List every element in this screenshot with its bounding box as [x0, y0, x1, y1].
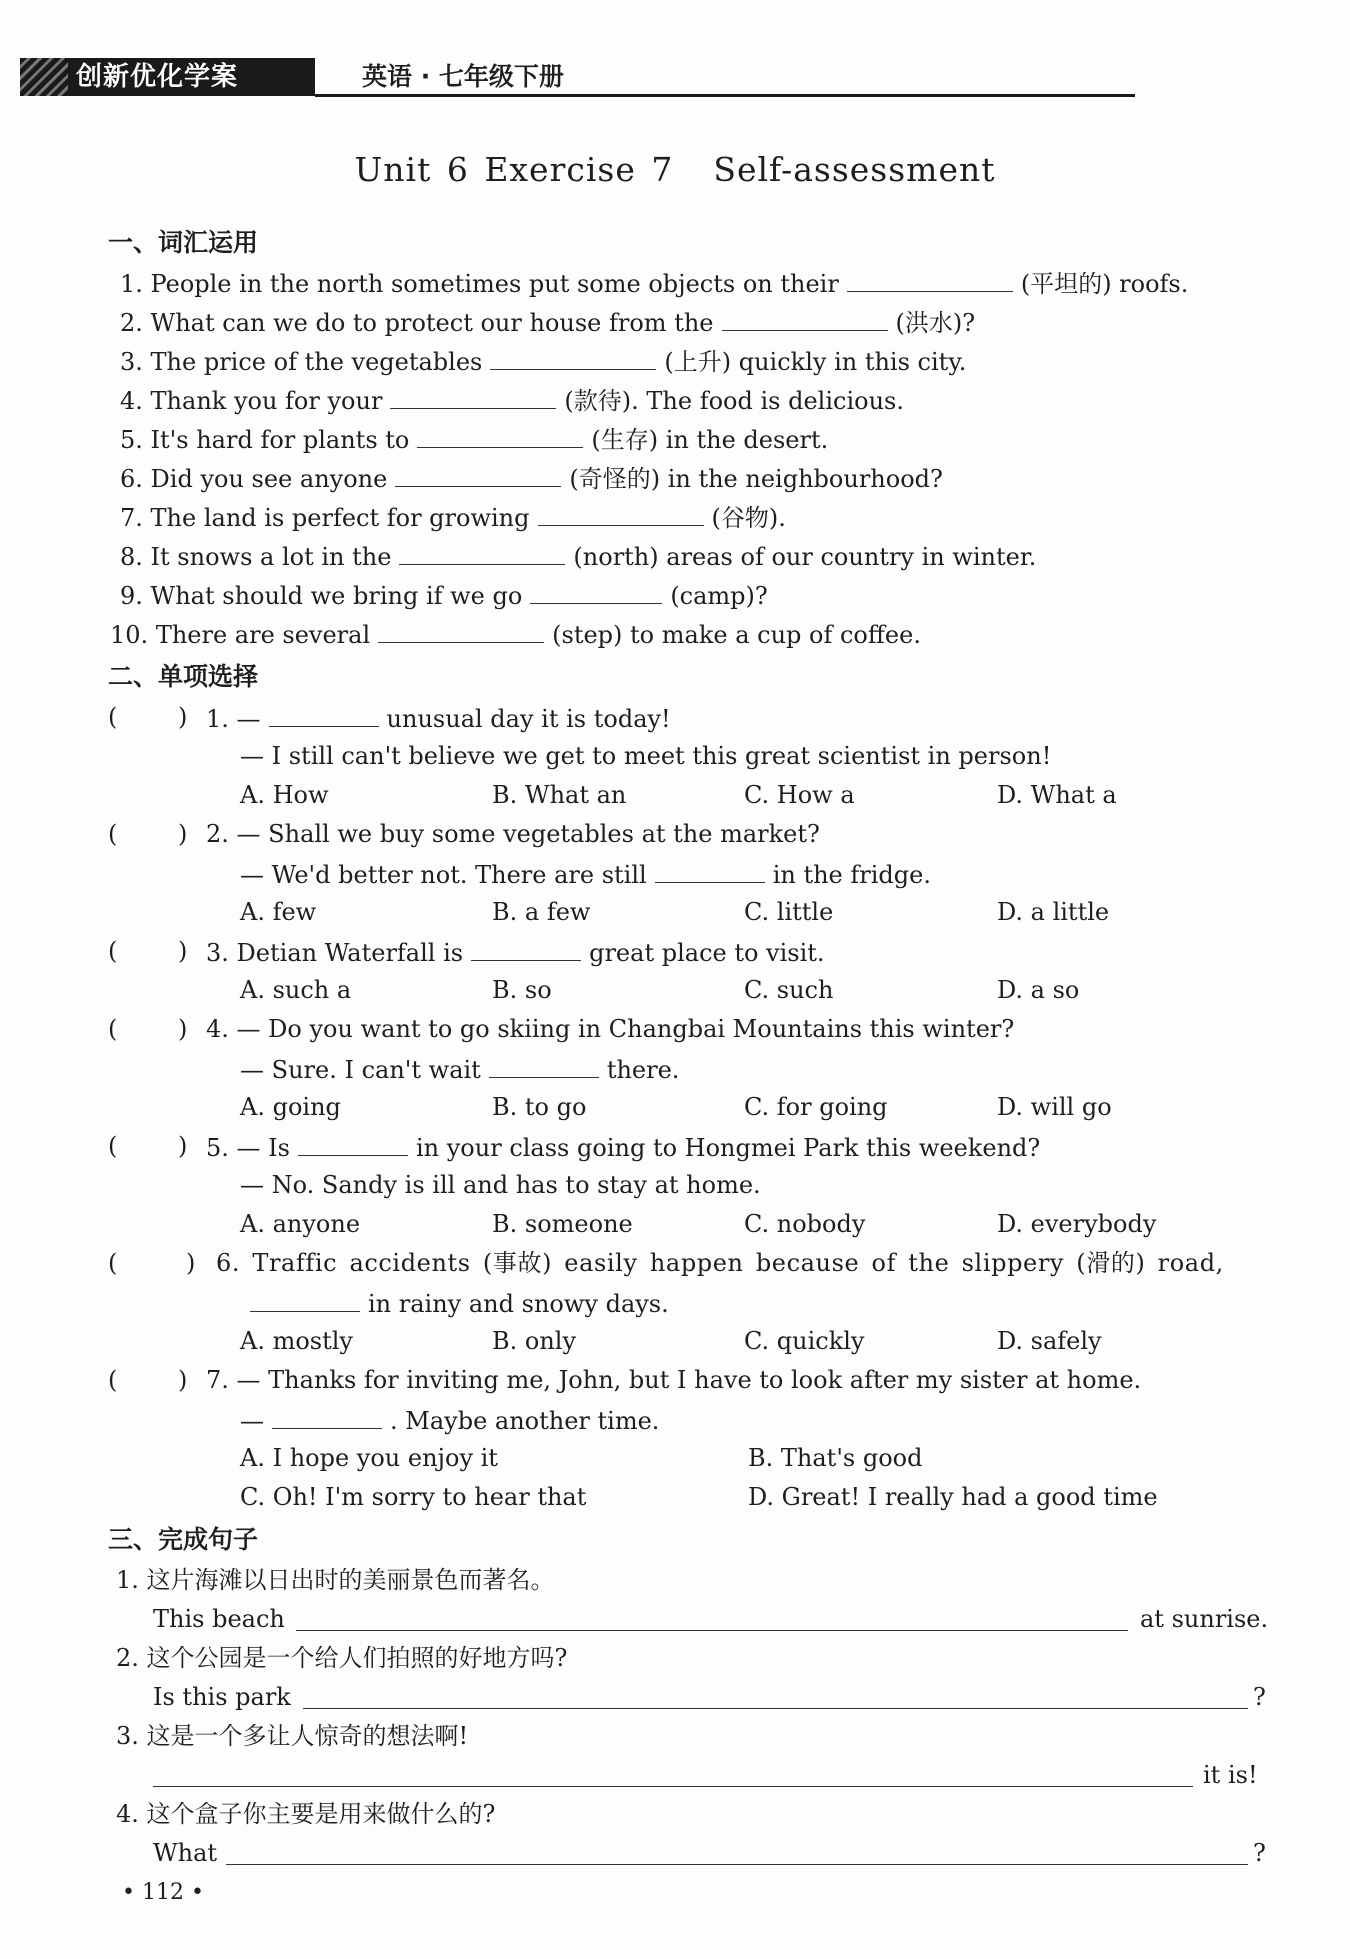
vocab-item [0, 341, 1350, 379]
assessment-title: Self-assessment [713, 150, 996, 189]
option-a[interactable]: A. few [240, 898, 317, 926]
answer-bracket-open: ( [108, 1015, 118, 1043]
answer-line[interactable] [303, 1708, 1248, 1709]
answer-bracket-open: ( [108, 820, 118, 848]
vocab-item [0, 575, 1350, 613]
mc-question-4-line2 [0, 1049, 1350, 1087]
item-number: 2. [120, 309, 143, 337]
translation-answer-3 [0, 1756, 1350, 1794]
option-a[interactable]: A. going [240, 1093, 341, 1121]
question-number: 3. [206, 939, 229, 967]
option-d[interactable]: D. everybody [997, 1210, 1157, 1238]
option-d[interactable]: D. a little [997, 898, 1110, 926]
chinese-sentence: 这个公园是一个给人们拍照的好地方吗? [146, 1644, 568, 1672]
answer-bracket-open: ( [108, 1132, 118, 1160]
word-hint: (camp)? [670, 582, 768, 610]
option-a[interactable]: A. such a [240, 976, 352, 1004]
vocab-item [0, 263, 1350, 301]
option-c[interactable]: C. nobody [744, 1210, 866, 1238]
option-c[interactable]: C. for going [744, 1093, 888, 1121]
item-number: 5. [120, 426, 143, 454]
answer-tail: ? [1253, 1839, 1266, 1867]
question-number: 4. [206, 1015, 229, 1043]
answer-blank[interactable] [847, 263, 1013, 292]
question-text: in your class going to Hongmei Park this weekend? [415, 1134, 1041, 1162]
answer-blank[interactable] [298, 1127, 408, 1156]
mc-question-6 [0, 1244, 1350, 1282]
header-rule [315, 94, 1135, 97]
translation-answer-4 [0, 1834, 1350, 1872]
mc-question-7-line2 [0, 1400, 1350, 1438]
question-text: — We'd better not. There are still [240, 861, 647, 889]
brand-stripe-decoration [20, 58, 68, 96]
answer-bracket-close: ) [178, 1015, 188, 1043]
answer-bracket-close: ) [178, 1366, 188, 1394]
option-d[interactable]: D. Great! I really had a good time [748, 1483, 1158, 1511]
mc-options-7-row1 [0, 1439, 1350, 1477]
item-number: 3. [120, 348, 143, 376]
mc-question-3 [0, 932, 1350, 970]
option-b[interactable]: B. so [492, 976, 552, 1004]
chinese-sentence: 这片海滩以日出时的美丽景色而著名。 [146, 1566, 555, 1594]
sentence-text: The price of the vegetables [150, 348, 483, 376]
word-hint: (洪水)? [895, 309, 976, 337]
unit-title: Unit 6 Exercise 7 [354, 150, 674, 189]
page-title [0, 150, 1350, 189]
sentence-text: The land is perfect for growing [150, 504, 530, 532]
translation-item-2 [0, 1639, 1350, 1677]
answer-blank[interactable] [722, 302, 888, 331]
answer-blank[interactable] [417, 419, 583, 448]
mc-options-5 [0, 1205, 1350, 1243]
question-number: 1. [206, 705, 229, 733]
answer-line[interactable] [226, 1864, 1248, 1865]
translation-answer-2 [0, 1678, 1350, 1716]
vocab-item [0, 419, 1350, 457]
item-number: 7. [120, 504, 143, 532]
word-hint: (上升) quickly in this city. [664, 348, 967, 376]
brand-logo: 创新优化学案 [20, 58, 315, 96]
question-text: in the fridge. [772, 861, 931, 889]
option-b[interactable]: B. That's good [748, 1444, 923, 1472]
answer-lead: Is this park [153, 1683, 291, 1711]
mc-question-2-line2 [0, 854, 1350, 892]
option-a[interactable]: A. anyone [240, 1210, 361, 1238]
word-hint: (款待). The food is delicious. [564, 387, 904, 415]
question-text: there. [606, 1056, 680, 1084]
answer-blank[interactable] [489, 1049, 599, 1078]
sentence-text: It's hard for plants to [150, 426, 410, 454]
answer-blank[interactable] [530, 575, 662, 604]
mc-question-5-line2 [0, 1166, 1350, 1204]
answer-blank[interactable] [250, 1283, 360, 1312]
vocab-item [0, 380, 1350, 418]
answer-bracket-close: ) [178, 937, 188, 965]
page-header [20, 56, 1350, 102]
word-hint: (平坦的) roofs. [1020, 270, 1189, 298]
answer-blank[interactable] [538, 497, 704, 526]
answer-blank[interactable] [399, 536, 565, 565]
question-number: 7. [206, 1366, 229, 1394]
sentence-text: There are several [155, 621, 371, 649]
word-hint: (north) areas of our country in winter. [573, 543, 1037, 571]
mc-question-7 [0, 1361, 1350, 1399]
option-b[interactable]: B. What an [492, 781, 627, 809]
item-number: 1. [120, 270, 143, 298]
word-hint: (奇怪的) in the neighbourhood? [569, 465, 943, 493]
mc-question-1 [0, 698, 1350, 736]
answer-bracket-open: ( [108, 1249, 118, 1277]
answer-line[interactable] [296, 1630, 1128, 1631]
mc-options-2 [0, 893, 1350, 931]
option-c[interactable]: C. Oh! I'm sorry to hear that [240, 1483, 587, 1511]
answer-blank[interactable] [378, 614, 544, 643]
option-a[interactable]: A. How [240, 781, 329, 809]
sentence-text: People in the north sometimes put some objects on their [150, 270, 839, 298]
answer-bracket-open: ( [108, 937, 118, 965]
dash: — [236, 705, 261, 733]
item-number: 4. [116, 1800, 139, 1828]
section2-heading: 二、单项选择 [108, 662, 259, 691]
item-number: 10. [110, 621, 149, 649]
mc-question-5 [0, 1127, 1350, 1165]
sentence-text: Thank you for your [150, 387, 383, 415]
option-b[interactable]: B. only [492, 1327, 577, 1355]
answer-blank[interactable] [390, 380, 556, 409]
translation-answer-1 [0, 1600, 1350, 1638]
mc-options-4 [0, 1088, 1350, 1126]
option-b[interactable]: B. a few [492, 898, 591, 926]
question-text: — Thanks for inviting me, John, but I have to look after my sister at home. [236, 1366, 1142, 1394]
vocab-item [0, 458, 1350, 496]
answer-lead: This beach [153, 1605, 285, 1633]
answer-line[interactable] [153, 1786, 1193, 1787]
option-b[interactable]: B. someone [492, 1210, 633, 1238]
answer-blank[interactable] [490, 341, 656, 370]
section3-heading: 三、完成句子 [108, 1525, 259, 1554]
sentence-text: What should we bring if we go [150, 582, 523, 610]
sentence-text: What can we do to protect our house from the [150, 309, 714, 337]
question-text: Traffic accidents (事故) easily happen because of the slippery (滑的) road, [252, 1249, 1224, 1277]
question-text: — Is [236, 1134, 290, 1162]
answer-tail: it is! [1203, 1761, 1258, 1789]
answer-bracket-close: ) [178, 820, 188, 848]
dash: — [240, 1407, 264, 1435]
option-d[interactable]: D. safely [997, 1327, 1102, 1355]
question-text: . Maybe another time. [390, 1407, 660, 1435]
question-number: 6. [216, 1249, 241, 1277]
answer-bracket-open: ( [108, 703, 118, 731]
answer-bracket-close: ) [178, 1132, 188, 1160]
answer-blank[interactable] [272, 1400, 382, 1429]
option-b[interactable]: B. to go [492, 1093, 587, 1121]
answer-blank[interactable] [471, 932, 581, 961]
answer-tail: at sunrise. [1140, 1605, 1269, 1633]
question-text: — Do you want to go skiing in Changbai Mountains this winter? [236, 1015, 1015, 1043]
item-number: 1. [116, 1566, 139, 1594]
question-text: — I still can't believe we get to meet this great scientist in person! [240, 742, 1052, 770]
word-hint: (step) to make a cup of coffee. [552, 621, 921, 649]
page-number: • 112 • [122, 1880, 204, 1905]
translation-item-3 [0, 1717, 1350, 1755]
chinese-sentence: 这是一个多让人惊奇的想法啊! [146, 1722, 469, 1750]
sentence-text: It snows a lot in the [150, 543, 392, 571]
vocab-item [0, 497, 1350, 535]
option-c[interactable]: C. little [744, 898, 834, 926]
answer-blank[interactable] [395, 458, 561, 487]
question-number: 5. [206, 1134, 229, 1162]
vocab-item [0, 302, 1350, 340]
item-number: 9. [120, 582, 143, 610]
mc-question-2 [0, 815, 1350, 853]
item-number: 2. [116, 1644, 139, 1672]
sentence-text: Did you see anyone [150, 465, 388, 493]
answer-bracket-close: ) [186, 1249, 196, 1277]
question-text: — Sure. I can't wait [240, 1056, 481, 1084]
question-text: — Shall we buy some vegetables at the market? [236, 820, 820, 848]
question-number: 2. [206, 820, 229, 848]
answer-blank[interactable] [269, 698, 379, 727]
answer-blank[interactable] [655, 854, 765, 883]
mc-options-1 [0, 776, 1350, 814]
translation-item-1 [0, 1561, 1350, 1599]
vocab-item [0, 614, 1350, 652]
question-text: unusual day it is today! [386, 705, 671, 733]
answer-bracket-open: ( [108, 1366, 118, 1394]
subject-title: 英语 · 七年级下册 [362, 62, 564, 91]
mc-question-6-line2 [0, 1283, 1350, 1321]
question-text: in rainy and snowy days. [368, 1290, 669, 1318]
section1-heading: 一、词汇运用 [108, 228, 259, 257]
mc-options-6 [0, 1322, 1350, 1360]
item-number: 3. [116, 1722, 139, 1750]
chinese-sentence: 这个盒子你主要是用来做什么的? [146, 1800, 496, 1828]
question-text: great place to visit. [589, 939, 825, 967]
option-a[interactable]: A. mostly [240, 1327, 353, 1355]
answer-bracket-close: ) [178, 703, 188, 731]
option-d[interactable]: D. What a [997, 781, 1117, 809]
answer-lead: What [153, 1839, 218, 1867]
mc-options-7-row2 [0, 1478, 1350, 1516]
option-c[interactable]: C. quickly [744, 1327, 865, 1355]
word-hint: (谷物). [711, 504, 786, 532]
option-c[interactable]: C. such [744, 976, 834, 1004]
option-c[interactable]: C. How a [744, 781, 855, 809]
question-text: — No. Sandy is ill and has to stay at home. [240, 1171, 761, 1199]
translation-item-4 [0, 1795, 1350, 1833]
word-hint: (生存) in the desert. [591, 426, 829, 454]
mc-question-4 [0, 1010, 1350, 1048]
option-d[interactable]: D. a so [997, 976, 1080, 1004]
item-number: 6. [120, 465, 143, 493]
option-a[interactable]: A. I hope you enjoy it [240, 1444, 498, 1472]
vocab-item [0, 536, 1350, 574]
question-text: Detian Waterfall is [236, 939, 464, 967]
option-d[interactable]: D. will go [997, 1093, 1112, 1121]
mc-options-3 [0, 971, 1350, 1009]
item-number: 8. [120, 543, 143, 571]
item-number: 4. [120, 387, 143, 415]
mc-question-1-line2 [0, 737, 1350, 775]
answer-tail: ? [1253, 1683, 1266, 1711]
